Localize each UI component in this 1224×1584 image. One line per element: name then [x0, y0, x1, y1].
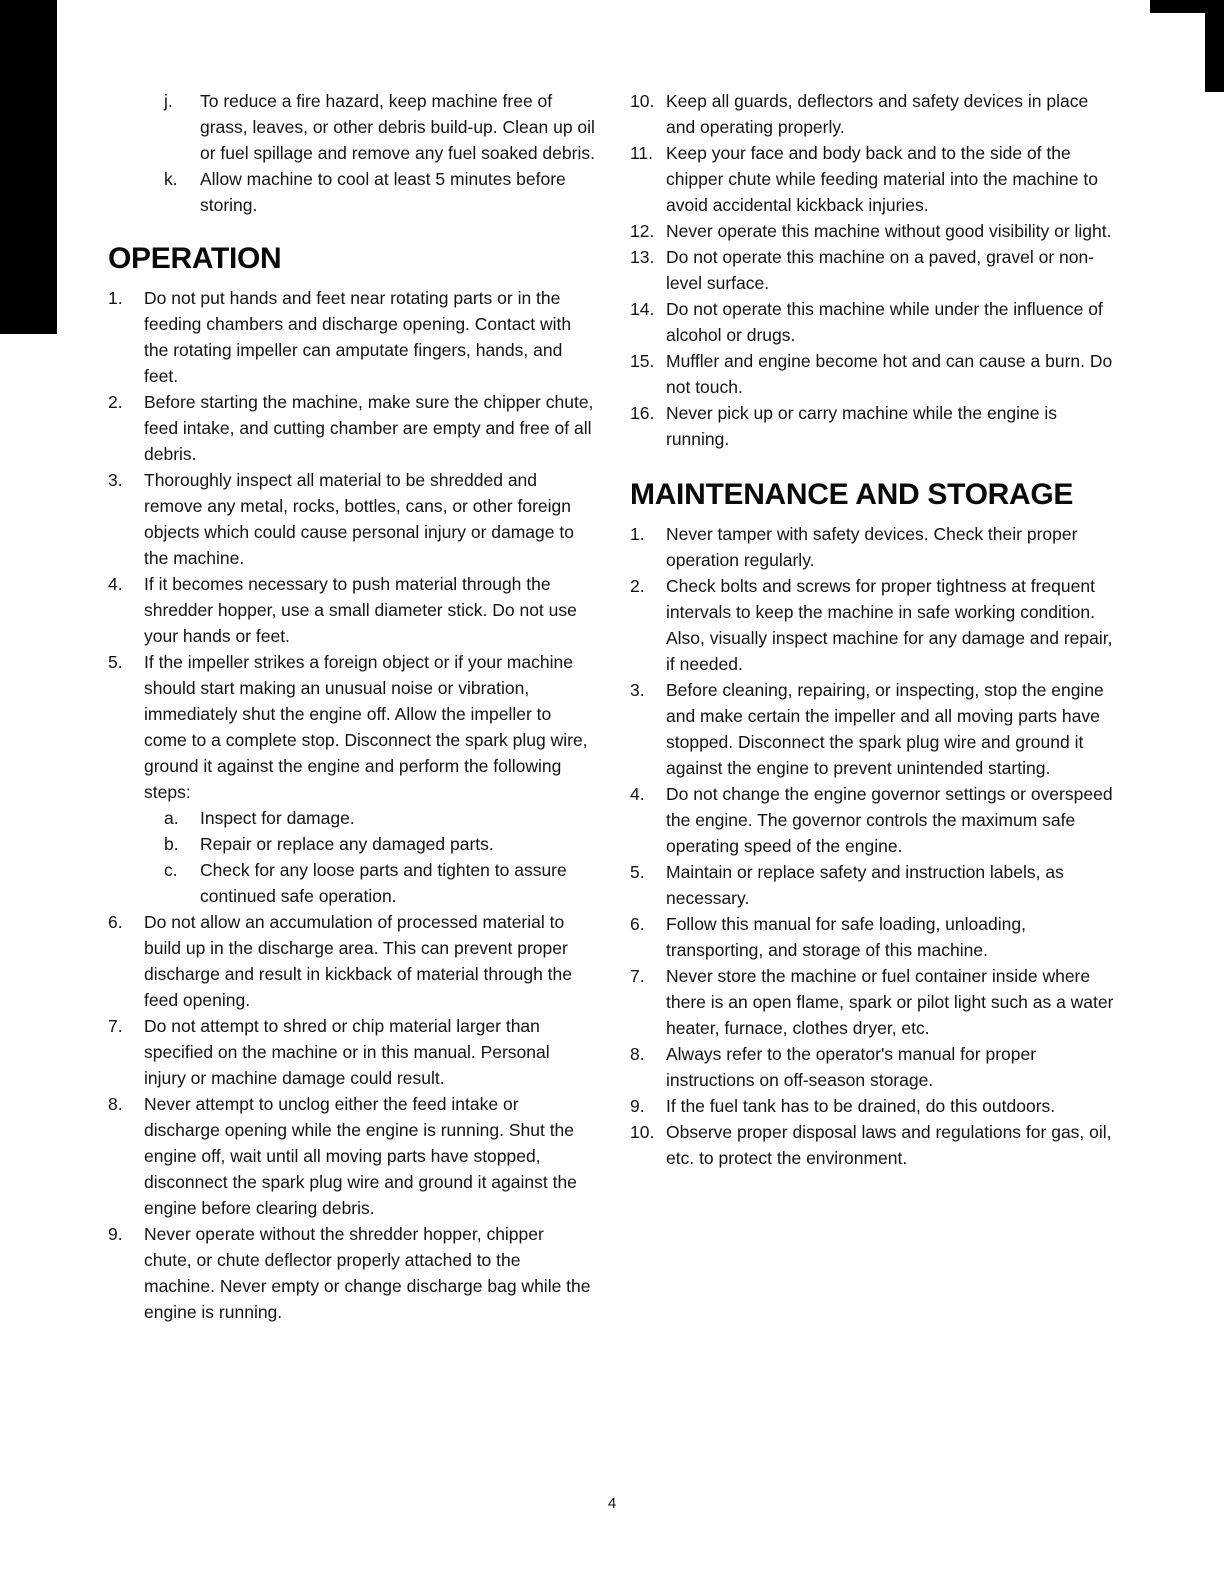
item-text: Allow machine to cool at least 5 minutes before storing.: [200, 169, 566, 215]
list-subitem: [164, 805, 596, 831]
list-item: [630, 963, 1118, 1041]
list-item: [630, 781, 1118, 859]
list-item: [630, 296, 1118, 348]
item-text: Muffler and engine become hot and can cause a burn. Do not touch.: [666, 351, 1113, 397]
list-item: [108, 571, 596, 649]
item-text: Do not change the engine governor settings or overspeed the engine. The governor controls the maximum safe operating speed of the engine.: [666, 784, 1113, 856]
item-text: To reduce a fire hazard, keep machine free of grass, leaves, or other debris build-up. Clean up oil or fuel spillage and remove any fuel soaked debris.: [200, 91, 595, 163]
list-item: [630, 521, 1118, 573]
item-text: Do not put hands and feet near rotating parts or in the feeding chambers and discharge opening. Contact with the rotating impeller can amputate fingers, hands, and feet.: [144, 288, 572, 386]
item-number: 4.: [630, 784, 645, 804]
item-letter: j.: [164, 91, 173, 111]
right-column: [630, 88, 1118, 1325]
list-subitem: [164, 857, 596, 909]
item-number: 16.: [630, 403, 655, 423]
item-letter: a.: [164, 808, 179, 828]
list-item: [630, 859, 1118, 911]
two-column-layout: [108, 88, 1118, 1325]
item-text: If the impeller strikes a foreign object or if your machine should start making an unusual noise or vibration, immediately shut the engine off. Allow the impeller to come to a complete stop. Disconnect the spark plug wire, ground it against the engine and perform the following steps:: [144, 652, 588, 802]
lettered-list-continuation: [108, 88, 596, 218]
item-text: Check bolts and screws for proper tightness at frequent intervals to keep the machine in safe working condition. Also, visually inspect machine for any damage and repair, if needed.: [666, 576, 1113, 674]
item-number: 6.: [630, 914, 645, 934]
item-text: Maintain or replace safety and instruction labels, as necessary.: [666, 862, 1064, 908]
operation-list-continued: [630, 88, 1118, 452]
item-number: 2.: [630, 576, 645, 596]
left-column: [108, 88, 596, 1325]
list-item: [108, 1091, 596, 1221]
scan-artifact-right: [1205, 0, 1224, 92]
item-number: 11.: [630, 143, 654, 163]
list-item: [108, 389, 596, 467]
list-item: [630, 88, 1118, 140]
item-text: Before starting the machine, make sure the chipper chute, feed intake, and cutting chamber are empty and free of all debris.: [144, 392, 594, 464]
item-number: 4.: [108, 574, 123, 594]
section-title-operation: OPERATION: [108, 242, 282, 275]
list-item: [630, 1119, 1118, 1171]
item-text: Before cleaning, repairing, or inspecting, stop the engine and make certain the impeller and all moving parts have stopped. Disconnect the spark plug wire and ground it against the engine to prevent unintended starting.: [666, 680, 1104, 778]
scan-artifact-left: [0, 0, 57, 334]
item-number: 2.: [108, 392, 123, 412]
item-number: 9.: [630, 1096, 645, 1116]
item-number: 1.: [108, 288, 123, 308]
item-number: 9.: [108, 1224, 123, 1244]
item-number: 14.: [630, 299, 655, 319]
maintenance-list: [630, 521, 1118, 1171]
item-text: Repair or replace any damaged parts.: [200, 834, 494, 854]
operation-list: [108, 285, 596, 1325]
list-item: [164, 88, 596, 166]
item-text: If the fuel tank has to be drained, do this outdoors.: [666, 1096, 1056, 1116]
item-text: Never operate without the shredder hopper, chipper chute, or chute deflector properly attached to the machine. Never empty or change discharge bag while the engine is running.: [144, 1224, 591, 1322]
list-item: [630, 218, 1118, 244]
list-item: [108, 1013, 596, 1091]
list-item: [630, 244, 1118, 296]
item-text: Do not operate this machine on a paved, gravel or non-level surface.: [666, 247, 1095, 293]
item-number: 8.: [630, 1044, 645, 1064]
list-item: [630, 348, 1118, 400]
list-item: [630, 1093, 1118, 1119]
list-item: [164, 166, 596, 218]
item-number: 13.: [630, 247, 655, 267]
item-text: Keep your face and body back and to the side of the chipper chute while feeding material into the machine to avoid accidental kickback injuries.: [666, 143, 1098, 215]
item-number: 8.: [108, 1094, 123, 1114]
list-item: [108, 1221, 596, 1325]
item-number: 15.: [630, 351, 655, 371]
item-number: 12.: [630, 221, 655, 241]
item-text: Never attempt to unclog either the feed intake or discharge opening while the engine is running. Shut the engine off, wait until all moving parts have stopped, disconnect the spark plug wire and ground it against the engine before clearing debris.: [144, 1094, 577, 1218]
item-text: Never store the machine or fuel container inside where there is an open flame, spark or pilot light such as a water heater, furnace, clothes dryer, etc.: [666, 966, 1114, 1038]
item-number: 10.: [630, 91, 655, 111]
item-number: 10.: [630, 1122, 655, 1142]
item-text: Inspect for damage.: [200, 808, 355, 828]
item-text: Never pick up or carry machine while the engine is running.: [666, 403, 1058, 449]
item-number: 6.: [108, 912, 123, 932]
item-text: If it becomes necessary to push material through the shredder hopper, use a small diameter stick. Do not use your hands or feet.: [144, 574, 577, 646]
list-subitem: [164, 831, 596, 857]
item-text: Never tamper with safety devices. Check their proper operation regularly.: [666, 524, 1078, 570]
item-number: 1.: [630, 524, 645, 544]
section-title-maintenance: MAINTENANCE AND STORAGE: [630, 478, 1074, 511]
item-text: Never operate this machine without good visibility or light.: [666, 221, 1112, 241]
list-item: [630, 400, 1118, 452]
item-text: Do not operate this machine while under the influence of alcohol or drugs.: [666, 299, 1103, 345]
list-item: [630, 1041, 1118, 1093]
item-text: Do not allow an accumulation of processed material to build up in the discharge area. This can prevent proper discharge and result in kickback of material through the feed opening.: [144, 912, 573, 1010]
list-item: [630, 140, 1118, 218]
item-text: Keep all guards, deflectors and safety devices in place and operating properly.: [666, 91, 1089, 137]
list-item: [108, 285, 596, 389]
list-item: [630, 677, 1118, 781]
item-letter: b.: [164, 834, 179, 854]
item-text: Follow this manual for safe loading, unloading, transporting, and storage of this machine.: [666, 914, 1026, 960]
item-number: 7.: [630, 966, 645, 986]
page-number: 4: [607, 1495, 617, 1512]
item-letter: k.: [164, 169, 178, 189]
item-number: 5.: [630, 862, 645, 882]
list-item: [108, 909, 596, 1013]
list-item: [108, 649, 596, 805]
item-text: Thoroughly inspect all material to be shredded and remove any metal, rocks, bottles, cans, or other foreign objects which could cause personal injury or damage to the machine.: [144, 470, 574, 568]
list-item: [108, 467, 596, 571]
list-item: [630, 573, 1118, 677]
item-text: Always refer to the operator's manual for proper instructions on off-season storage.: [666, 1044, 1037, 1090]
list-item: [630, 911, 1118, 963]
item-text: Check for any loose parts and tighten to assure continued safe operation.: [200, 860, 567, 906]
item-number: 7.: [108, 1016, 123, 1036]
item-number: 3.: [108, 470, 123, 490]
item-text: Observe proper disposal laws and regulations for gas, oil, etc. to protect the environment.: [666, 1122, 1112, 1168]
item-number: 5.: [108, 652, 123, 672]
item-text: Do not attempt to shred or chip material larger than specified on the machine or in this manual. Personal injury or machine damage could result.: [144, 1016, 550, 1088]
item-number: 3.: [630, 680, 645, 700]
item-letter: c.: [164, 860, 178, 880]
